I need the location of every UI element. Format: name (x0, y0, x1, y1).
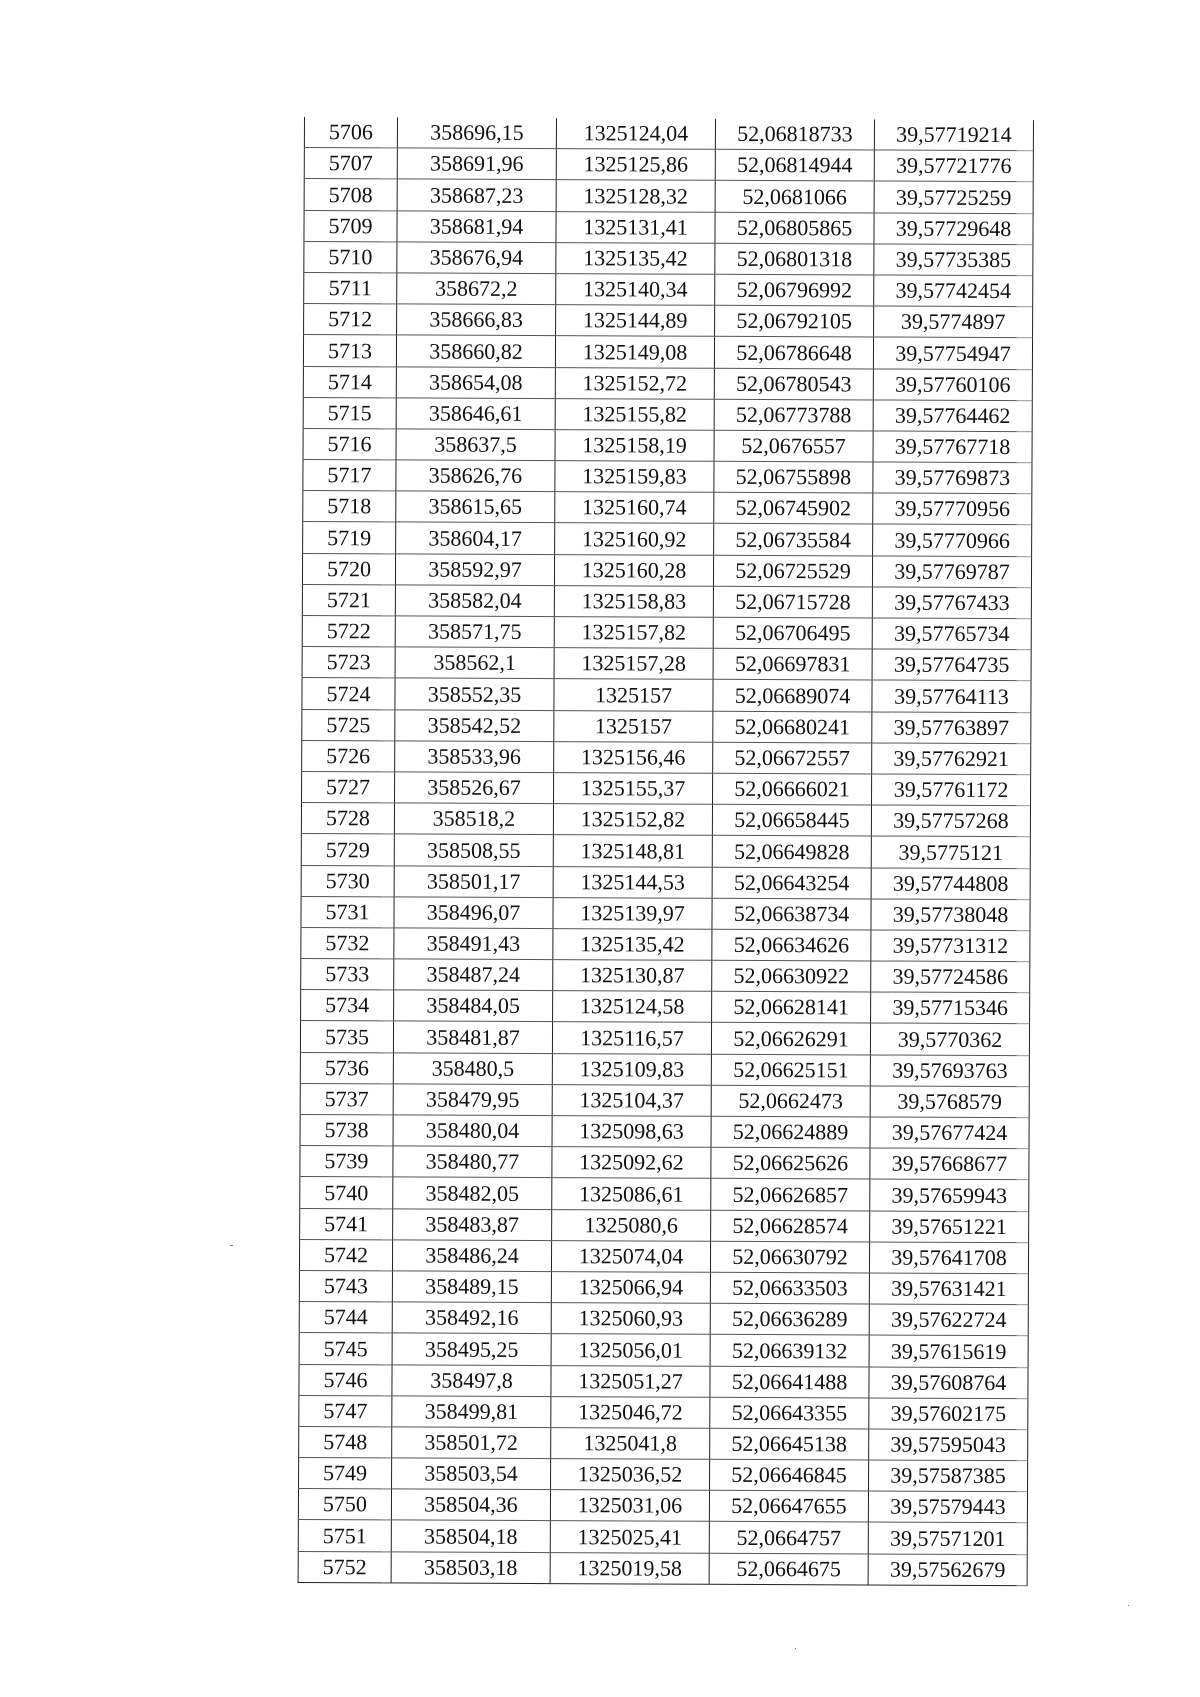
y-coordinate-cell: 1325144,89 (556, 305, 715, 337)
point-number-cell: 5739 (300, 1146, 393, 1178)
table-row (302, 740, 1031, 774)
y-coordinate-cell: 1325019,58 (550, 1552, 709, 1584)
latitude-cell: 52,0681066 (715, 181, 874, 213)
latitude-cell: 52,06628574 (711, 1210, 870, 1242)
table-row (303, 366, 1032, 400)
y-coordinate-cell: 1325036,52 (551, 1459, 710, 1491)
latitude-cell: 52,06658445 (712, 804, 871, 836)
point-number-cell: 5727 (302, 771, 395, 803)
y-coordinate-cell: 1325074,04 (551, 1240, 710, 1272)
point-number-cell: 5722 (302, 615, 395, 647)
y-coordinate-cell: 1325160,28 (554, 554, 713, 586)
table-row (298, 1489, 1027, 1523)
longitude-cell: 39,57587385 (869, 1460, 1028, 1492)
table-row (299, 1395, 1028, 1429)
x-coordinate-cell: 358696,15 (397, 117, 556, 148)
point-number-cell: 5715 (303, 397, 396, 429)
latitude-cell: 52,06625626 (711, 1147, 870, 1179)
table-row (304, 272, 1033, 306)
table-row (301, 896, 1030, 930)
longitude-cell: 39,57769787 (872, 556, 1031, 588)
x-coordinate-cell: 358552,35 (395, 678, 554, 710)
y-coordinate-cell: 1325157 (554, 679, 713, 711)
y-coordinate-cell: 1325092,62 (552, 1147, 711, 1179)
latitude-cell: 52,06624889 (711, 1116, 870, 1148)
longitude-cell: 39,57729648 (874, 213, 1033, 245)
x-coordinate-cell: 358501,17 (394, 865, 553, 897)
y-coordinate-cell: 1325157 (554, 710, 713, 742)
x-coordinate-cell: 358480,77 (393, 1146, 552, 1178)
x-coordinate-cell: 358526,67 (395, 772, 554, 804)
table-row (304, 210, 1033, 244)
latitude-cell: 52,0664675 (709, 1553, 868, 1585)
x-coordinate-cell: 358672,2 (397, 273, 556, 305)
point-number-cell: 5717 (303, 460, 396, 492)
latitude-cell: 52,06628141 (712, 992, 871, 1024)
latitude-cell: 52,06689074 (713, 680, 872, 712)
table-row (303, 522, 1032, 556)
point-number-cell: 5714 (303, 366, 396, 398)
longitude-cell: 39,57731312 (871, 930, 1030, 962)
y-coordinate-cell: 1325098,63 (552, 1116, 711, 1148)
x-coordinate-cell: 358492,16 (392, 1302, 551, 1334)
latitude-cell: 52,06672557 (713, 742, 872, 774)
latitude-cell: 52,06773788 (714, 399, 873, 431)
latitude-cell: 52,06801318 (715, 243, 874, 275)
latitude-cell: 52,06814944 (715, 149, 874, 181)
latitude-cell: 52,06638734 (712, 898, 871, 930)
table-row (299, 1458, 1028, 1492)
latitude-cell: 52,06646845 (710, 1459, 869, 1491)
y-coordinate-cell: 1325046,72 (551, 1396, 710, 1428)
point-number-cell: 5742 (299, 1239, 392, 1271)
latitude-cell: 52,06697831 (713, 648, 872, 680)
x-coordinate-cell: 358501,72 (392, 1427, 551, 1459)
table-row (301, 990, 1030, 1024)
longitude-cell: 39,57595043 (869, 1429, 1028, 1461)
y-coordinate-cell: 1325025,41 (550, 1521, 709, 1553)
x-coordinate-cell: 358482,05 (393, 1177, 552, 1209)
y-coordinate-cell: 1325060,93 (551, 1303, 710, 1335)
latitude-cell: 52,06643355 (710, 1397, 869, 1429)
coordinates-table-body (298, 117, 1033, 1585)
point-number-cell: 5724 (302, 678, 395, 710)
latitude-cell: 52,06634626 (712, 929, 871, 961)
latitude-cell: 52,06626857 (711, 1179, 870, 1211)
x-coordinate-cell: 358626,76 (396, 460, 555, 492)
longitude-cell: 39,57764113 (872, 680, 1031, 712)
latitude-cell: 52,06735584 (714, 524, 873, 556)
table-row (299, 1239, 1028, 1273)
x-coordinate-cell: 358503,54 (392, 1458, 551, 1490)
x-coordinate-cell: 358499,81 (392, 1396, 551, 1428)
y-coordinate-cell: 1325041,8 (551, 1427, 710, 1459)
point-number-cell: 5726 (302, 740, 395, 772)
latitude-cell: 52,06755898 (714, 461, 873, 493)
table-row (302, 678, 1031, 712)
latitude-cell: 52,06645138 (710, 1428, 869, 1460)
table-row (304, 241, 1033, 275)
table-row (301, 959, 1030, 993)
longitude-cell: 39,57715346 (871, 992, 1030, 1024)
point-number-cell: 5737 (300, 1083, 393, 1115)
longitude-cell: 39,57738048 (871, 899, 1030, 931)
x-coordinate-cell: 358571,75 (395, 616, 554, 648)
latitude-cell: 52,0664757 (709, 1522, 868, 1554)
point-number-cell: 5731 (301, 896, 394, 928)
x-coordinate-cell: 358491,43 (394, 928, 553, 960)
point-number-cell: 5709 (304, 210, 397, 242)
y-coordinate-cell: 1325152,72 (555, 367, 714, 399)
point-number-cell: 5712 (304, 304, 397, 336)
y-coordinate-cell: 1325155,82 (555, 398, 714, 430)
longitude-cell: 39,57742454 (874, 275, 1033, 307)
point-number-cell: 5749 (299, 1458, 392, 1490)
y-coordinate-cell: 1325056,01 (551, 1334, 710, 1366)
table-row (299, 1302, 1028, 1336)
table-row (302, 615, 1031, 649)
x-coordinate-cell: 358542,52 (395, 709, 554, 741)
point-number-cell: 5752 (298, 1551, 391, 1583)
longitude-cell: 39,57659943 (870, 1179, 1029, 1211)
longitude-cell: 39,5774897 (874, 306, 1033, 338)
x-coordinate-cell: 358666,83 (397, 304, 556, 336)
table-row (302, 771, 1031, 805)
x-coordinate-cell: 358504,18 (391, 1520, 550, 1552)
longitude-cell: 39,57571201 (868, 1522, 1027, 1554)
longitude-cell: 39,57693763 (870, 1055, 1029, 1087)
table-row (300, 1083, 1029, 1117)
latitude-cell: 52,06636289 (710, 1303, 869, 1335)
x-coordinate-cell: 358508,55 (394, 834, 553, 866)
longitude-cell: 39,5770362 (870, 1023, 1029, 1055)
coordinates-table (298, 117, 1034, 1586)
table-row (300, 1146, 1029, 1180)
table-row (300, 1114, 1029, 1148)
table-row (303, 397, 1032, 431)
table-row (300, 1208, 1029, 1242)
x-coordinate-cell: 358676,94 (397, 242, 556, 274)
latitude-cell: 52,0662473 (711, 1085, 870, 1117)
y-coordinate-cell: 1325140,34 (556, 274, 715, 306)
x-coordinate-cell: 358484,05 (394, 990, 553, 1022)
longitude-cell: 39,57562679 (868, 1554, 1027, 1586)
x-coordinate-cell: 358604,17 (396, 522, 555, 554)
latitude-cell: 52,06796992 (715, 274, 874, 306)
point-number-cell: 5751 (298, 1520, 391, 1552)
y-coordinate-cell: 1325124,58 (553, 991, 712, 1023)
y-coordinate-cell: 1325135,42 (553, 928, 712, 960)
table-row (300, 1021, 1029, 1055)
longitude-cell: 39,57770956 (873, 493, 1032, 525)
x-coordinate-cell: 358480,5 (393, 1053, 552, 1085)
longitude-cell: 39,57668677 (870, 1148, 1029, 1180)
x-coordinate-cell: 358479,95 (393, 1084, 552, 1116)
table-row (299, 1426, 1028, 1460)
table-row (302, 709, 1031, 743)
latitude-cell: 52,06643254 (712, 867, 871, 899)
point-number-cell: 5713 (303, 335, 396, 367)
point-number-cell: 5746 (299, 1364, 392, 1396)
point-number-cell: 5720 (302, 553, 395, 585)
point-number-cell: 5738 (300, 1114, 393, 1146)
latitude-cell: 52,06715728 (713, 586, 872, 618)
scan-speck (1128, 1605, 1129, 1606)
longitude-cell: 39,57721776 (874, 150, 1033, 182)
x-coordinate-cell: 358533,96 (395, 741, 554, 773)
x-coordinate-cell: 358646,61 (396, 398, 555, 430)
point-number-cell: 5728 (301, 803, 394, 835)
y-coordinate-cell: 1325157,28 (554, 648, 713, 680)
latitude-cell: 52,06680241 (713, 711, 872, 743)
y-coordinate-cell: 1325104,37 (552, 1084, 711, 1116)
point-number-cell: 5707 (304, 148, 397, 180)
latitude-cell: 52,06630792 (710, 1241, 869, 1273)
longitude-cell: 39,57579443 (868, 1491, 1027, 1523)
y-coordinate-cell: 1325160,74 (555, 492, 714, 524)
table-row (299, 1270, 1028, 1304)
longitude-cell: 39,57631421 (869, 1273, 1028, 1305)
x-coordinate-cell: 358592,97 (395, 554, 554, 586)
y-coordinate-cell: 1325149,08 (555, 336, 714, 368)
y-coordinate-cell: 1325155,37 (554, 773, 713, 805)
x-coordinate-cell: 358660,82 (396, 335, 555, 367)
latitude-cell: 52,06666021 (713, 773, 872, 805)
longitude-cell: 39,57651221 (870, 1211, 1029, 1243)
y-coordinate-cell: 1325131,41 (556, 211, 715, 243)
scan-speck (795, 1648, 796, 1649)
x-coordinate-cell: 358489,15 (392, 1271, 551, 1303)
x-coordinate-cell: 358486,24 (392, 1240, 551, 1272)
longitude-cell: 39,57615619 (869, 1335, 1028, 1367)
point-number-cell: 5723 (302, 647, 395, 679)
scan-speck (230, 1245, 233, 1246)
point-number-cell: 5750 (298, 1489, 391, 1521)
point-number-cell: 5734 (301, 990, 394, 1022)
point-number-cell: 5732 (301, 927, 394, 959)
table-row (304, 117, 1033, 151)
x-coordinate-cell: 358483,87 (393, 1208, 552, 1240)
longitude-cell: 39,57744808 (871, 867, 1030, 899)
latitude-cell: 52,06792105 (715, 305, 874, 337)
y-coordinate-cell: 1325128,32 (556, 180, 715, 212)
y-coordinate-cell: 1325051,27 (551, 1365, 710, 1397)
point-number-cell: 5711 (304, 272, 397, 304)
x-coordinate-cell: 358691,96 (397, 148, 556, 180)
y-coordinate-cell: 1325158,19 (555, 429, 714, 461)
y-coordinate-cell: 1325144,53 (553, 866, 712, 898)
longitude-cell: 39,57602175 (869, 1398, 1028, 1430)
longitude-cell: 39,57724586 (871, 961, 1030, 993)
table-row (301, 927, 1030, 961)
x-coordinate-cell: 358518,2 (394, 803, 553, 835)
point-number-cell: 5735 (300, 1021, 393, 1053)
longitude-cell: 39,5768579 (870, 1086, 1029, 1118)
y-coordinate-cell: 1325031,06 (550, 1490, 709, 1522)
point-number-cell: 5730 (301, 865, 394, 897)
x-coordinate-cell: 358487,24 (394, 959, 553, 991)
y-coordinate-cell: 1325148,81 (553, 835, 712, 867)
longitude-cell: 39,57764735 (872, 649, 1031, 681)
latitude-cell: 52,06641488 (710, 1366, 869, 1398)
table-row (298, 1520, 1027, 1554)
point-number-cell: 5740 (300, 1177, 393, 1209)
latitude-cell: 52,06745902 (714, 493, 873, 525)
longitude-cell: 39,57765734 (872, 618, 1031, 650)
latitude-cell: 52,06706495 (713, 617, 872, 649)
x-coordinate-cell: 358495,25 (392, 1333, 551, 1365)
latitude-cell: 52,06626291 (711, 1023, 870, 1055)
table-row (302, 647, 1031, 681)
longitude-cell: 39,5775121 (871, 836, 1030, 868)
point-number-cell: 5744 (299, 1302, 392, 1334)
longitude-cell: 39,57754947 (873, 337, 1032, 369)
point-number-cell: 5725 (302, 709, 395, 741)
longitude-cell: 39,57641708 (869, 1242, 1028, 1274)
point-number-cell: 5708 (304, 179, 397, 211)
point-number-cell: 5745 (299, 1333, 392, 1365)
table-row (301, 865, 1030, 899)
y-coordinate-cell: 1325086,61 (552, 1178, 711, 1210)
point-number-cell: 5718 (303, 491, 396, 523)
x-coordinate-cell: 358496,07 (394, 897, 553, 929)
x-coordinate-cell: 358687,23 (397, 179, 556, 211)
y-coordinate-cell: 1325109,83 (552, 1053, 711, 1085)
table-row (300, 1052, 1029, 1086)
latitude-cell: 52,06639132 (710, 1335, 869, 1367)
longitude-cell: 39,57761172 (872, 774, 1031, 806)
latitude-cell: 52,06625151 (711, 1054, 870, 1086)
latitude-cell: 52,06633503 (710, 1272, 869, 1304)
x-coordinate-cell: 358504,36 (391, 1489, 550, 1521)
latitude-cell: 52,0676557 (714, 430, 873, 462)
y-coordinate-cell: 1325066,94 (551, 1272, 710, 1304)
y-coordinate-cell: 1325124,04 (556, 118, 715, 149)
longitude-cell: 39,57757268 (871, 805, 1030, 837)
y-coordinate-cell: 1325152,82 (553, 804, 712, 836)
table-row (304, 179, 1033, 213)
table-row (304, 304, 1033, 338)
table-row (303, 428, 1032, 462)
longitude-cell: 39,57763897 (872, 712, 1031, 744)
table-row (299, 1364, 1028, 1398)
y-coordinate-cell: 1325160,92 (555, 523, 714, 555)
latitude-cell: 52,06725529 (713, 555, 872, 587)
table-row (301, 834, 1030, 868)
y-coordinate-cell: 1325139,97 (553, 897, 712, 929)
x-coordinate-cell: 358637,5 (396, 429, 555, 461)
latitude-cell: 52,06630922 (712, 960, 871, 992)
x-coordinate-cell: 358497,8 (392, 1364, 551, 1396)
table-row (301, 803, 1030, 837)
table-row (303, 491, 1032, 525)
longitude-cell: 39,57767718 (873, 431, 1032, 463)
table-row (304, 148, 1033, 182)
longitude-cell: 39,57769873 (873, 462, 1032, 494)
longitude-cell: 39,57725259 (874, 181, 1033, 213)
table-row (299, 1333, 1028, 1367)
x-coordinate-cell: 358481,87 (393, 1021, 552, 1053)
longitude-cell: 39,57764462 (873, 400, 1032, 432)
longitude-cell: 39,57770966 (873, 524, 1032, 556)
latitude-cell: 52,06647655 (709, 1491, 868, 1523)
longitude-cell: 39,57767433 (872, 587, 1031, 619)
point-number-cell: 5733 (301, 959, 394, 991)
x-coordinate-cell: 358615,65 (396, 491, 555, 523)
x-coordinate-cell: 358503,18 (391, 1552, 550, 1584)
longitude-cell: 39,57760106 (873, 368, 1032, 400)
point-number-cell: 5719 (303, 522, 396, 554)
point-number-cell: 5747 (299, 1395, 392, 1427)
x-coordinate-cell: 358562,1 (395, 647, 554, 679)
longitude-cell: 39,57762921 (872, 743, 1031, 775)
x-coordinate-cell: 358480,04 (393, 1115, 552, 1147)
y-coordinate-cell: 1325080,6 (552, 1209, 711, 1241)
y-coordinate-cell: 1325135,42 (556, 242, 715, 274)
y-coordinate-cell: 1325156,46 (554, 741, 713, 773)
x-coordinate-cell: 358654,08 (396, 366, 555, 398)
y-coordinate-cell: 1325159,83 (555, 461, 714, 493)
latitude-cell: 52,06649828 (712, 836, 871, 868)
latitude-cell: 52,06780543 (714, 368, 873, 400)
x-coordinate-cell: 358582,04 (395, 585, 554, 617)
point-number-cell: 5716 (303, 428, 396, 460)
y-coordinate-cell: 1325158,83 (554, 585, 713, 617)
table-row (300, 1177, 1029, 1211)
table-row (298, 1551, 1027, 1585)
longitude-cell: 39,57719214 (874, 119, 1033, 150)
longitude-cell: 39,57608764 (869, 1366, 1028, 1398)
longitude-cell: 39,57735385 (874, 244, 1033, 276)
point-number-cell: 5721 (302, 584, 395, 616)
table-row (303, 335, 1032, 369)
point-number-cell: 5706 (304, 117, 397, 148)
point-number-cell: 5743 (299, 1270, 392, 1302)
point-number-cell: 5741 (300, 1208, 393, 1240)
longitude-cell: 39,57622724 (869, 1304, 1028, 1336)
y-coordinate-cell: 1325157,82 (554, 617, 713, 649)
table-row (303, 460, 1032, 494)
latitude-cell: 52,06818733 (715, 119, 874, 150)
point-number-cell: 5710 (304, 241, 397, 273)
point-number-cell: 5736 (300, 1052, 393, 1084)
y-coordinate-cell: 1325130,87 (553, 960, 712, 992)
table-row (302, 553, 1031, 587)
longitude-cell: 39,57677424 (870, 1117, 1029, 1149)
latitude-cell: 52,06805865 (715, 212, 874, 244)
table-row (302, 584, 1031, 618)
point-number-cell: 5729 (301, 834, 394, 866)
x-coordinate-cell: 358681,94 (397, 210, 556, 242)
y-coordinate-cell: 1325125,86 (556, 149, 715, 181)
point-number-cell: 5748 (299, 1426, 392, 1458)
latitude-cell: 52,06786648 (714, 337, 873, 369)
y-coordinate-cell: 1325116,57 (552, 1022, 711, 1054)
